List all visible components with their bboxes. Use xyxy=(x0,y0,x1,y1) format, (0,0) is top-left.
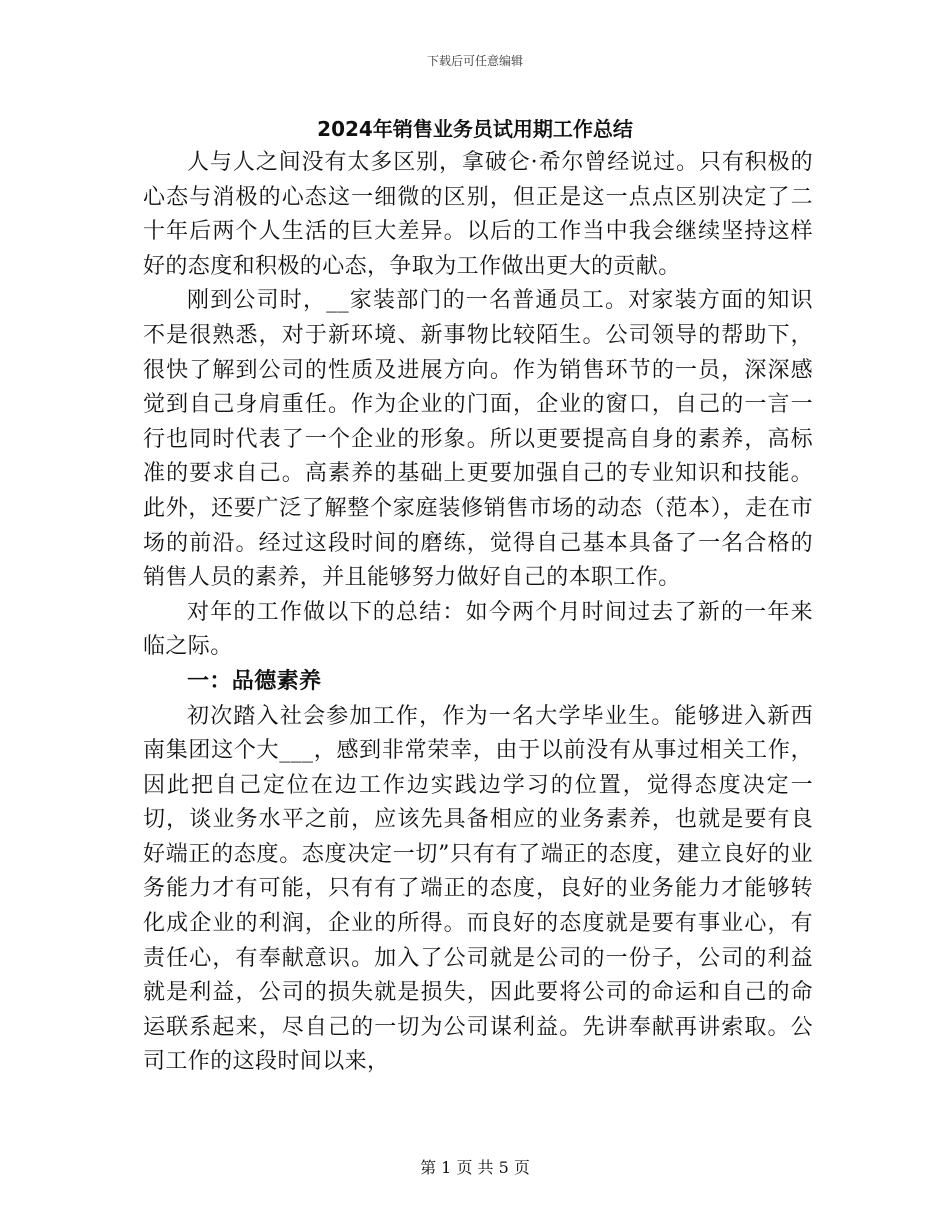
body-paragraph-2: 刚到公司时，__家装部门的一名普通员工。对家装方面的知识不是很熟悉，对于新环境、新事物比较陌生。公司领导的帮助下，很快了解到公司的性质及进展方向。作为销售环节的一员，深深感觉到自己身肩重任。作为企业的门面，企业的窗口，自己的一言一行也同时代表了一个企业的形象。所以更要提高自身的素养，高标准的要求自己。高素养的基础上更要加强自己的专业知识和技能。此外，还要广泛了解整个家庭装修销售市场的动态（范本），走在市场的前沿。经过这段时间的磨练，觉得自己基本具备了一名合格的销售人员的素养，并且能够努力做好自己的本职工作。 xyxy=(143,288,813,591)
document-title: 2024年销售业务员试用期工作总结 xyxy=(317,117,633,141)
section-paragraph: 初次踏入社会参加工作，作为一名大学毕业生。能够进入新西南集团这个大___，感到非常荣幸，由于以前没有从事过相关工作，因此把自己定位在边工作边实践边学习的位置，觉得态度决定一切，谈业务水平之前，应该先具备相应的业务素养，也就是要有良好端正的态度。态度决定一切”只有有了端正的态度，建立良好的业务能力才有可能，只有有了端正的态度，良好的业务能力才能够转化成企业的利润，企业的所得。而良好的态度就是要有事业心，有责任心，有奉献意识。加入了公司就是公司的一份子，公司的利益就是利益，公司的损失就是损失，因此要将公司的命运和自己的命运联系起来，尽自己的一切为公司谋利益。先讲奉献再讲索取。公司工作的这段时间以来， xyxy=(143,703,813,1075)
section-heading: 一：品德素养 xyxy=(187,668,322,694)
document-body xyxy=(143,146,813,1080)
page-number: 第 1 页 共 5 页 xyxy=(420,1158,530,1177)
header-note: 下载后可任意编辑 xyxy=(426,54,523,68)
body-paragraph-3: 对年的工作做以下的总结：如今两个月时间过去了新的一年来临之际。 xyxy=(143,599,813,660)
body-paragraph-1: 人与人之间没有太多区别，拿破仑·希尔曾经说过。只有积极的心态与消极的心态这一细微的区别，但正是这一点点区别决定了二十年后两个人生活的巨大差异。以后的工作当中我会继续坚持这样好的态度和积极的心态，争取为工作做出更大的贡献。 xyxy=(143,150,813,279)
